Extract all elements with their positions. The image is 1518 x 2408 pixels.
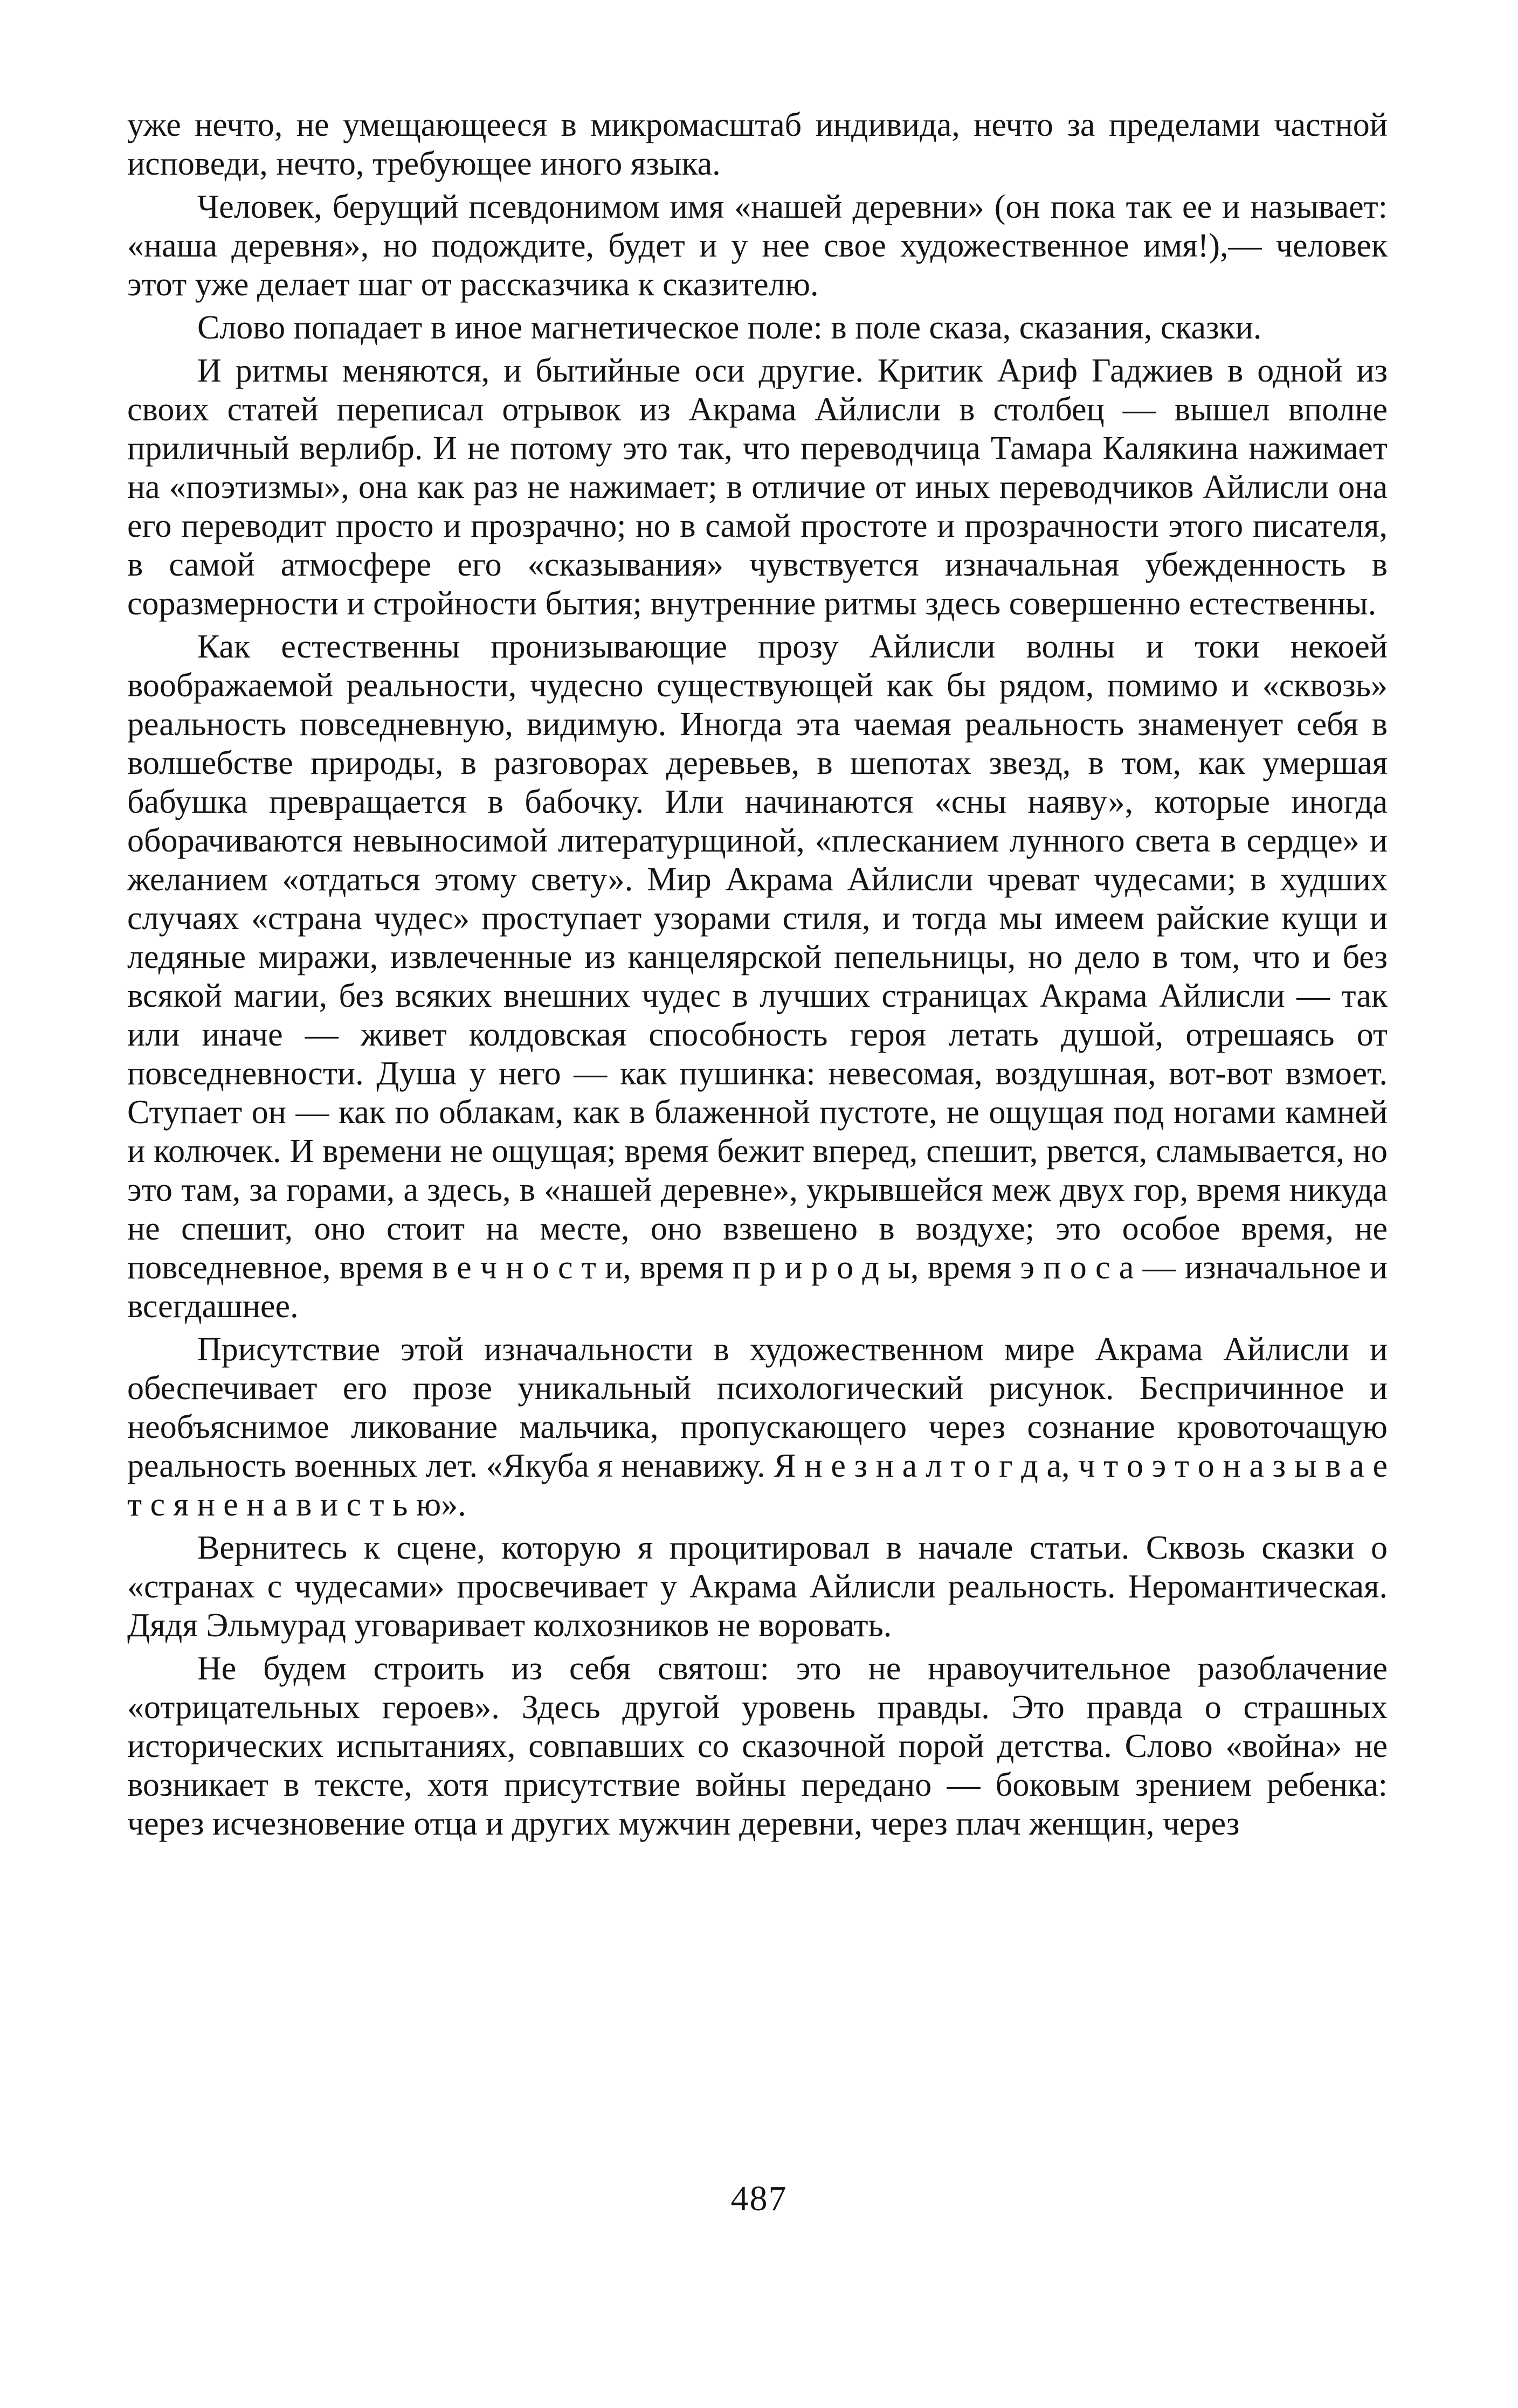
paragraph: Не будем строить из себя святош: это не нравоучительное разоблачение «отрицательных героев». Здесь другой уровень правды. Это правда о страшных исторических испытаниях, совпавших со сказочной порой детства. Слово «война» не возникает в тексте, хотя присутствие войны передано — боковым зрением ребенка: через исчезновение отца и других мужчин деревни, через плач женщин, через <box>127 1650 1388 1842</box>
paragraph: Человек, берущий псевдонимом имя «нашей деревни» (он пока так ее и называет: «наша деревня», но подождите, будет и у нее свое художественное имя!),— человек этот уже делает шаг от рассказчика к сказителю. <box>127 189 1388 303</box>
paragraph: Присутствие этой изначальности в художественном мире Акрама Айлисли и обеспечивает его прозе уникальный психологический рисунок. Беспричинное и необъяснимое ликование мальчика, пропускающего через сознание кровоточащую реальность военных лет. «Якуба я ненавижу. Я н е з н а л т о г д а, ч т о э т о н а з ы в а е т с я н е н а в и с т ь ю». <box>127 1331 1388 1523</box>
page-number: 487 <box>730 2179 788 2218</box>
paragraph: И ритмы меняются, и бытийные оси другие. Критик Ариф Гаджиев в одной из своих статей переписал отрывок из Акрама Айлисли в столбец — вышел вполне приличный верлибр. И не потому это так, что переводчица Тамара Калякина нажимает на «поэтизмы», она как раз не нажимает; в отличие от иных переводчиков Айлисли она его переводит просто и прозрачно; но в самой простоте и прозрачности этого писателя, в самой атмосфере его «сказывания» чувствуется изначальная убежденность в соразмерности и стройности бытия; внутренние ритмы здесь совершенно естественны. <box>127 352 1388 622</box>
body-text <box>127 106 1388 1847</box>
paragraph: Слово попадает в иное магнетическое поле: в поле сказа, сказания, сказки. <box>197 309 1262 346</box>
paragraph: Как естественны пронизывающие прозу Айлисли волны и токи некоей воображаемой реальности, чудесно существующей как бы рядом, помимо и «сквозь» реальность повседневную, видимую. Иногда эта чаемая реальность знаменует себя в волшебстве природы, в разговорах деревьев, в шепотах звезд, в том, как умершая бабушка превращается в бабочку. Или начинаются «сны наяву», которые иногда оборачиваются невыносимой литературщиной, «плесканием лунного света в сердце» и желанием «отдаться этому свету». Мир Акрама Айлисли чреват чудесами; в худших случаях «страна чудес» проступает узорами стиля, и тогда мы имеем райские кущи и ледяные миражи, извлеченные из канцелярской пепельницы, но дело в том, что и без всякой магии, без всяких внешних чудес в лучших страницах Акрама Айлисли — так или иначе — живет колдовская способность героя летать душой, отрешаясь от повседневности. Душа у него — как пушинка: невесомая, воздушная, вот-вот взмоет. Ступает он — как по облакам, как в блаженной пустоте, не ощущая под ногами камней и колючек. И времени не ощущая; время бежит вперед, спешит, рвется, сламывается, но это там, за горами, а здесь, в «нашей деревне», укрывшейся меж двух гор, время никуда не спешит, оно стоит на месте, оно взвешено в воздухе; это особое время, не повседневное, время в е ч н о с т и, время п р и р о д ы, время э п о с а — изначальное и всегдашнее. <box>127 628 1388 1325</box>
paragraph: Вернитесь к сцене, которую я процитировал в начале статьи. Сквозь сказки о «странах с чудесами» просвечивает у Акрама Айлисли реальность. Неромантическая. Дядя Эльмурад уговаривает колхозников не воровать. <box>127 1530 1388 1644</box>
paragraph-continuation: уже нечто, не умещающееся в микромасштаб индивида, нечто за пределами частной исповеди, нечто, требующее иного языка. <box>127 107 1388 182</box>
